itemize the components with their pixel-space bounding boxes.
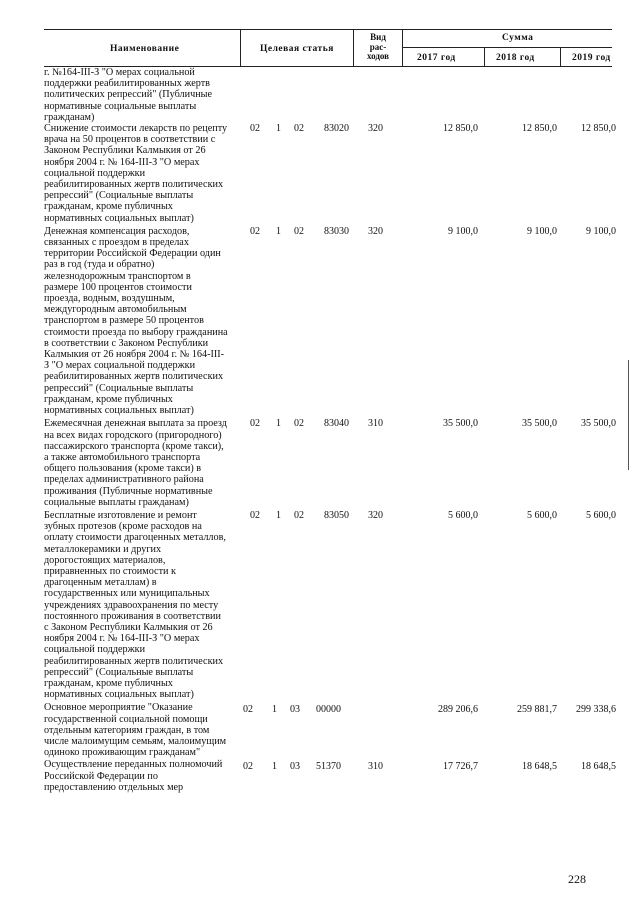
- row-expense-type: 310: [368, 418, 383, 430]
- table-row: [44, 702, 624, 758]
- header-name: Наименование: [110, 44, 180, 54]
- table-header: [44, 29, 612, 67]
- row-sum-2019: 35 500,0: [581, 418, 616, 430]
- row-name: г. №164-III-З "О мерах социальной поддержки реабилитированных жертв политических репрессий" (Публичные нормативные социальные выплаты гражданам): [44, 67, 213, 123]
- row-sum-2018: 259 881,7: [517, 704, 557, 716]
- row-sum-2019: 18 648,5: [581, 761, 616, 773]
- row-code-3: 02: [294, 509, 304, 521]
- table-row: [44, 759, 624, 793]
- row-name: Бесплатные изготовление и ремонт зубных протезов (кроме расходов на оплату стоимости драгоценных металлов, металлокерамики и других дорогостоящих материалов, приравненных по стоимости к драгоценным металлам) в государственных или муниципальных учреждениях здравоохранения по месту постоянного проживания в соответствии с Законом Республики Калмыкия от 26 ноября 2004 г. № 164-III-З "О мерах социальной поддержки реабилитированных жертв политических репрессий" (Социальные выплаты гражданам, кроме публичных нормативных социальных выплат): [44, 509, 226, 701]
- row-sum-2017: 5 600,0: [448, 509, 478, 521]
- row-code-4: 83050: [324, 509, 349, 521]
- table-row: [44, 67, 624, 123]
- row-code-3: 02: [294, 418, 304, 430]
- row-code-2: 1: [276, 418, 281, 430]
- row-name: Денежная компенсация расходов, связанных с проездом в пределах территории Российской Федерации один раз в год (туда и обратно) железнодорожным транспортом в размере 100 процентов стоимости проезда, водным, воздушным, междугородным автомобильным транспортом в размере 50 процентов стоимости проезда по выбору гражданина в соответствии с Законом Республики Калмыкия от 26 ноября 2004 г. № 164-III- З "О мерах социальной поддержки реабилитированных жертв политических репрессий" (Социальные выплаты гражданам, кроме публичных нормативных социальных выплат): [44, 225, 228, 417]
- header-divider: [402, 47, 612, 48]
- row-expense-type: 320: [368, 509, 383, 521]
- row-code-1: 02: [250, 225, 260, 237]
- row-name: Основное мероприятие "Оказание государственной социальной помощи отдельным категориям граждан, в том числе малоимущим семьям, малоимущим одиноко проживающим гражданам": [44, 702, 227, 759]
- header-divider: [240, 30, 241, 66]
- table-row: [44, 418, 624, 508]
- row-code-4: 51370: [316, 761, 341, 773]
- scan-edge-line: [628, 360, 629, 470]
- row-code-4: 00000: [316, 704, 341, 716]
- row-code-4: 83040: [324, 418, 349, 430]
- row-sum-2019: 5 600,0: [586, 509, 616, 521]
- row-sum-2017: 12 850,0: [443, 123, 478, 135]
- row-sum-2017: 9 100,0: [448, 225, 478, 237]
- row-sum-2017: 17 726,7: [443, 761, 478, 773]
- header-target: Целевая статья: [260, 44, 334, 54]
- row-code-4: 83020: [324, 123, 349, 135]
- row-sum-2017: 35 500,0: [443, 418, 478, 430]
- table-row: [44, 123, 624, 224]
- row-sum-2018: 18 648,5: [522, 761, 557, 773]
- row-expense-type: 320: [368, 123, 383, 135]
- header-year-2019: 2019 год: [572, 53, 611, 63]
- row-name: Ежемесячная денежная выплата за проезд на всех видах городского (пригородного) пассажирского транспорта (кроме такси), а также автомобильного транспорта общего пользования (кроме такси) в пределах административного района проживания (Публичные нормативные социальные выплаты гражданам): [44, 418, 227, 508]
- row-code-3: 02: [294, 123, 304, 135]
- row-code-2: 1: [276, 509, 281, 521]
- row-sum-2017: 289 206,6: [438, 704, 478, 716]
- header-divider: [560, 48, 561, 66]
- row-sum-2019: 12 850,0: [581, 123, 616, 135]
- row-code-2: 1: [276, 123, 281, 135]
- row-code-1: 02: [250, 123, 260, 135]
- row-code-2: 1: [272, 704, 277, 716]
- table-row: [44, 226, 624, 416]
- row-code-1: 02: [243, 761, 253, 773]
- header-year-2017: 2017 год: [417, 53, 456, 63]
- header-type: Вид рас- ходов: [366, 32, 390, 61]
- row-code-1: 02: [243, 704, 253, 716]
- header-divider: [402, 30, 403, 66]
- row-sum-2018: 12 850,0: [522, 123, 557, 135]
- header-sum: Сумма: [502, 33, 534, 43]
- table-body: [44, 65, 624, 793]
- header-divider: [484, 48, 485, 66]
- row-sum-2018: 35 500,0: [522, 418, 557, 430]
- row-code-4: 83030: [324, 225, 349, 237]
- row-expense-type: 320: [368, 225, 383, 237]
- page-number: 228: [568, 872, 586, 886]
- row-code-1: 02: [250, 418, 260, 430]
- row-code-2: 1: [272, 761, 277, 773]
- row-code-3: 03: [290, 761, 300, 773]
- row-sum-2019: 9 100,0: [586, 225, 616, 237]
- row-expense-type: 310: [368, 761, 383, 773]
- row-code-3: 02: [294, 225, 304, 237]
- table-row: [44, 510, 624, 700]
- row-code-2: 1: [276, 225, 281, 237]
- row-code-3: 03: [290, 704, 300, 716]
- row-sum-2018: 5 600,0: [527, 509, 557, 521]
- row-code-1: 02: [250, 509, 260, 521]
- row-sum-2019: 299 338,6: [576, 704, 616, 716]
- row-name: Снижение стоимости лекарств по рецепту врача на 50 процентов в соответствии с Законом Республики Калмыкия от 26 ноября 2004 г. № 164-III-З "О мерах социальной поддержки реабилитированных жертв политических репрессий" (Социальные выплаты гражданам, кроме публичных нормативных социальных выплат): [44, 123, 228, 224]
- header-year-2018: 2018 год: [496, 53, 535, 63]
- row-name: Осуществление переданных полномочий Российской Федерации по предоставлению отдельных мер: [44, 759, 223, 793]
- row-sum-2018: 9 100,0: [527, 225, 557, 237]
